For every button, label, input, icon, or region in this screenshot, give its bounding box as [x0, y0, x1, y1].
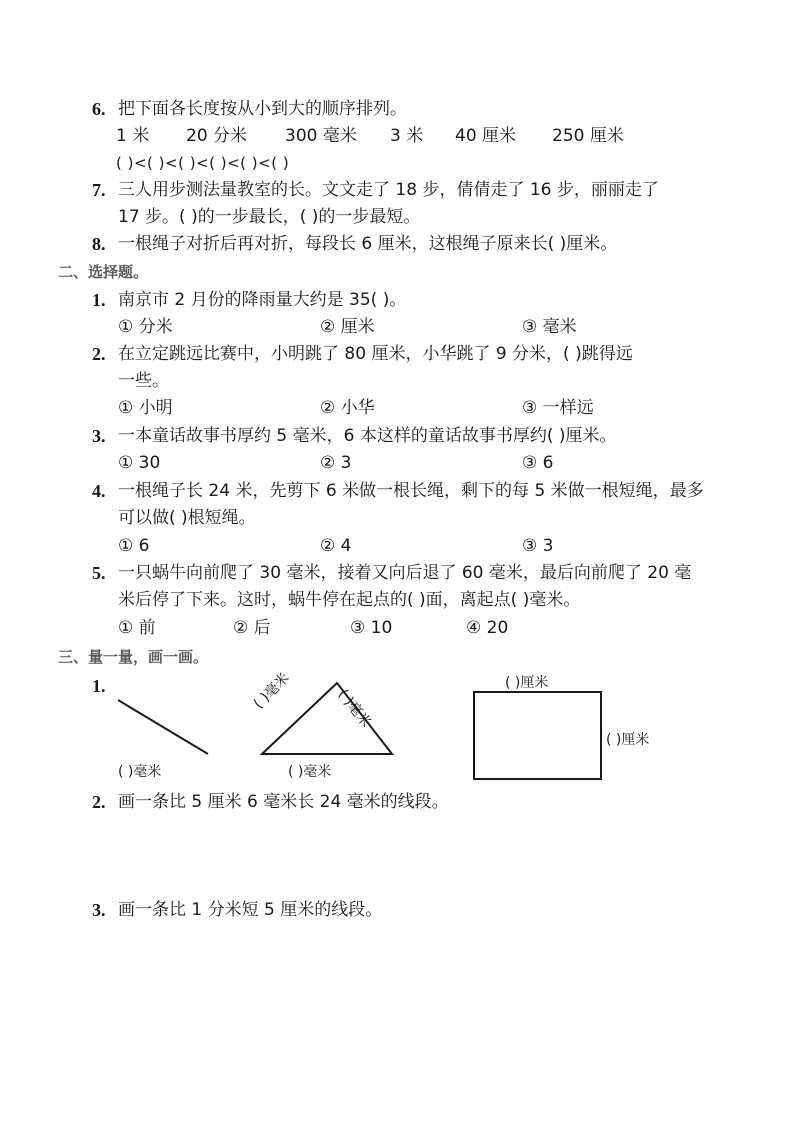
choice-option[interactable]: ① 6 [118, 536, 150, 556]
choice-option[interactable]: ① 分米 [118, 317, 173, 337]
question-number: 3. [92, 426, 106, 446]
length-item: 250 厘米 [552, 126, 624, 146]
question-text: 一根绳子长 24 米，先剪下 6 米做一根长绳，剩下的每 5 米做一根短绳，最多 [118, 481, 704, 501]
choice-option[interactable]: ② 厘米 [320, 317, 375, 337]
question-number: 3. [92, 900, 106, 920]
length-item: 3 米 [390, 126, 424, 146]
question-text: 把下面各长度按从小到大的顺序排列。 [118, 99, 407, 119]
order-answer-blanks[interactable]: ( )<( )<( )<( )<( )<( ) [116, 154, 290, 172]
question-text: 南京市 2 月份的降雨量大约是 35( )。 [118, 290, 407, 310]
choice-option[interactable]: ② 小华 [320, 398, 375, 418]
choice-option[interactable]: ③ 6 [522, 453, 554, 473]
question-text-continued: 米后停了下来。这时，蜗牛停在起点的( )面，离起点( )毫米。 [118, 590, 581, 610]
rectangle [474, 692, 601, 779]
segment-length-blank[interactable]: ( )毫米 [118, 764, 162, 780]
question-text: 在立定跳远比赛中，小明跳了 80 厘米，小华跳了 9 分米，( )跳得远 [118, 344, 633, 364]
section-title: 三、量一量，画一画。 [58, 648, 209, 666]
triangle-right-side-blank[interactable]: ( )毫米 [334, 686, 374, 731]
choice-option[interactable]: ③ 毫米 [522, 317, 577, 337]
choice-option[interactable]: ① 前 [118, 618, 156, 638]
question-text: 一本童话故事书厚约 5 毫米，6 本这样的童话故事书厚约( )厘米。 [118, 426, 617, 446]
question-text-continued: 一些。 [118, 371, 169, 391]
question-text: 一只蜗牛向前爬了 30 毫米，接着又向后退了 60 毫米，最后向前爬了 20 毫 [118, 563, 692, 583]
question-number: 2. [92, 792, 106, 812]
question-text: 画一条比 5 厘米 6 毫米长 24 毫米的线段。 [118, 792, 449, 812]
choice-option[interactable]: ② 后 [233, 618, 271, 638]
choice-option[interactable]: ② 3 [320, 453, 352, 473]
choice-option[interactable]: ③ 10 [350, 618, 393, 638]
line-segment [118, 700, 208, 754]
question-text: 画一条比 1 分米短 5 厘米的线段。 [118, 900, 383, 920]
rectangle-width-blank[interactable]: ( )厘米 [606, 732, 650, 748]
choice-option[interactable]: ② 4 [320, 536, 352, 556]
choice-option[interactable]: ④ 20 [466, 618, 509, 638]
length-item: 300 毫米 [285, 126, 357, 146]
triangle-bottom-side-blank[interactable]: ( )毫米 [288, 764, 332, 780]
question-number: 1. [92, 290, 106, 310]
question-number: 5. [92, 563, 106, 583]
choice-option[interactable]: ③ 一样远 [522, 398, 594, 418]
question-number: 6. [92, 99, 106, 119]
question-text: 一根绳子对折后再对折，每段长 6 厘米，这根绳子原来长( )厘米。 [118, 234, 618, 254]
question-text-continued: 17 步。( )的一步最长，( )的一步最短。 [118, 207, 421, 227]
section-title: 二、选择题。 [58, 263, 149, 281]
choice-option[interactable]: ① 30 [118, 453, 161, 473]
question-number: 8. [92, 234, 106, 254]
choice-option[interactable]: ① 小明 [118, 398, 173, 418]
length-item: 1 米 [116, 126, 150, 146]
question-number: 2. [92, 344, 106, 364]
length-item: 20 分米 [186, 126, 248, 146]
question-text: 三人用步测法量教室的长。文文走了 18 步，倩倩走了 16 步，丽丽走了 [118, 180, 659, 200]
question-text-continued: 可以做( )根短绳。 [118, 508, 256, 528]
triangle-left-side-blank[interactable]: ( )毫米 [250, 670, 293, 713]
question-number: 4. [92, 481, 106, 501]
question-number: 7. [92, 180, 106, 200]
question-number: 1. [92, 676, 106, 696]
choice-option[interactable]: ③ 3 [522, 536, 554, 556]
rectangle-length-blank[interactable]: ( )厘米 [505, 675, 549, 691]
length-item: 40 厘米 [455, 126, 517, 146]
